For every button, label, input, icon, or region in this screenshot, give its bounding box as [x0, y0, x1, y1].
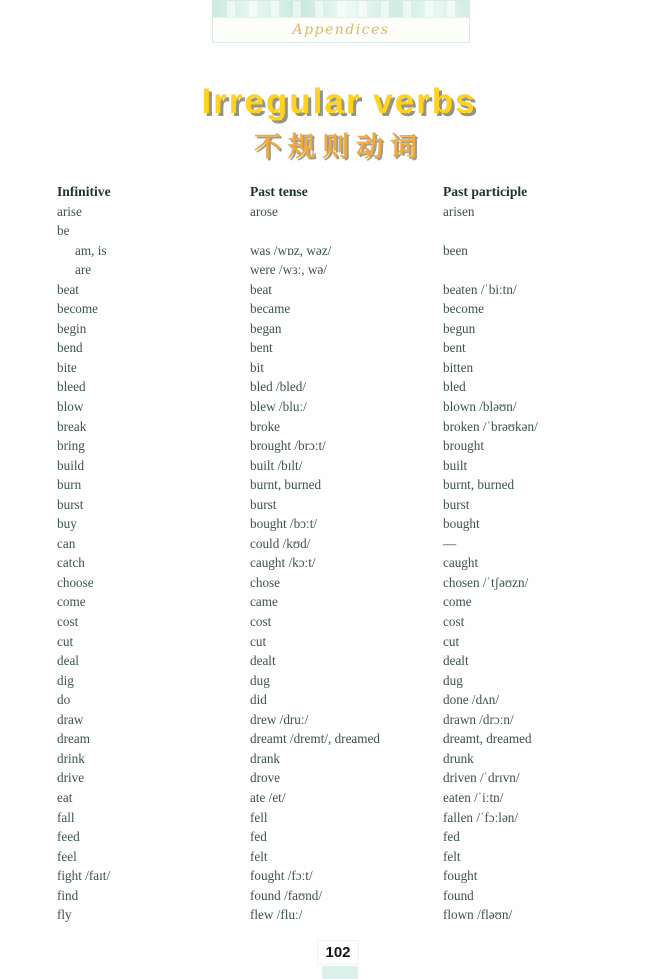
table-row — [57, 808, 623, 828]
table-row — [57, 886, 623, 906]
past-tense-cell: bent — [250, 340, 273, 356]
infinitive-cell: come — [57, 594, 86, 610]
infinitive-cell: begin — [57, 320, 87, 336]
infinitive-cell: cut — [57, 633, 74, 649]
table-row — [57, 553, 623, 573]
infinitive-cell: can — [57, 535, 76, 551]
past-tense-cell: felt — [250, 848, 268, 864]
past-participle-cell: bent — [443, 340, 466, 356]
past-tense-cell: flew /fluː/ — [250, 907, 303, 923]
infinitive-cell: become — [57, 301, 99, 317]
infinitive-cell: build — [57, 457, 85, 473]
infinitive-cell: deal — [57, 653, 79, 669]
past-participle-cell: dug — [443, 672, 463, 688]
infinitive-cell: eat — [57, 789, 73, 805]
infinitive-cell: bend — [57, 340, 83, 356]
past-participle-cell: — — [443, 535, 457, 551]
infinitive-cell: bleed — [57, 379, 86, 395]
page-title: Irregular verbs — [201, 82, 477, 121]
past-tense-cell: was /wɒz, wəz/ — [250, 242, 332, 258]
past-participle-cell: burnt, burned — [443, 477, 515, 493]
banner-label: Appendices — [292, 22, 390, 38]
table-row — [57, 592, 623, 612]
past-participle-cell: flown /fləʊn/ — [443, 907, 513, 923]
table-row — [57, 710, 623, 730]
past-participle-cell: bought — [443, 516, 480, 532]
infinitive-cell: beat — [57, 281, 79, 297]
table-row — [57, 417, 623, 437]
table-row — [57, 397, 623, 417]
infinitive-cell: are — [75, 262, 92, 278]
infinitive-cell: bring — [57, 438, 85, 454]
past-tense-cell: caught /kɔːt/ — [250, 555, 316, 571]
past-participle-cell: bled — [443, 379, 466, 395]
past-participle-cell: fallen /ˈfɔːlən/ — [443, 809, 519, 825]
past-tense-cell: dreamt /dremt/, dreamed — [250, 731, 380, 747]
past-participle-cell: brought — [443, 438, 485, 454]
past-participle-cell: done /dʌn/ — [443, 692, 500, 708]
past-tense-cell: drank — [250, 750, 281, 766]
infinitive-cell: drive — [57, 770, 85, 786]
table-row — [57, 651, 623, 671]
infinitive-cell: buy — [57, 516, 77, 532]
past-tense-cell: brought /brɔːt/ — [250, 438, 326, 454]
past-tense-cell: came — [250, 594, 278, 610]
past-tense-cell: fought /fɔːt/ — [250, 868, 313, 884]
infinitive-cell: arise — [57, 203, 82, 219]
past-tense-cell: bled /bled/ — [250, 379, 307, 395]
table-header-row — [57, 182, 623, 202]
table-row — [57, 202, 623, 222]
past-participle-cell: fought — [443, 868, 478, 884]
infinitive-cell: choose — [57, 574, 94, 590]
infinitive-cell: fight /faɪt/ — [57, 868, 111, 884]
past-participle-cell: found — [443, 887, 474, 903]
appendices-banner — [212, 0, 470, 43]
verbs-table-body — [57, 202, 623, 925]
table-row — [57, 573, 623, 593]
past-participle-cell — [443, 260, 623, 280]
infinitive-cell: catch — [57, 555, 85, 571]
header-past-participle: Past participle — [443, 184, 528, 199]
infinitive-cell: am, is — [75, 242, 107, 258]
infinitive-cell: break — [57, 418, 87, 434]
past-tense-cell: burnt, burned — [250, 477, 322, 493]
infinitive-cell: feel — [57, 848, 77, 864]
past-participle-cell: been — [443, 242, 468, 258]
past-tense-cell: found /faʊnd/ — [250, 887, 323, 903]
past-participle-cell — [443, 221, 623, 241]
infinitive-cell: blow — [57, 399, 84, 415]
past-tense-cell: dug — [250, 672, 270, 688]
past-tense-cell: became — [250, 301, 291, 317]
infinitive-cell: feed — [57, 829, 80, 845]
past-participle-cell: burst — [443, 496, 470, 512]
past-participle-cell: arisen — [443, 203, 475, 219]
table-row — [57, 729, 623, 749]
past-tense-cell: could /kʊd/ — [250, 535, 311, 551]
past-participle-cell: driven /ˈdrɪvn/ — [443, 770, 520, 786]
infinitive-cell: burn — [57, 477, 82, 493]
past-participle-cell: beaten /ˈbiːtn/ — [443, 281, 517, 297]
past-tense-cell: dealt — [250, 653, 276, 669]
table-row — [57, 319, 623, 339]
past-participle-cell: drawn /drɔːn/ — [443, 711, 514, 727]
infinitive-cell: be — [57, 223, 70, 239]
infinitive-cell: do — [57, 692, 71, 708]
past-tense-cell: ate /et/ — [250, 789, 286, 805]
past-tense-cell: burst — [250, 496, 277, 512]
past-tense-cell: fell — [250, 809, 268, 825]
table-row — [57, 221, 623, 241]
past-tense-cell: chose — [250, 574, 281, 590]
past-tense-cell: bought /bɔːt/ — [250, 516, 318, 532]
past-participle-cell: built — [443, 457, 468, 473]
table-row — [57, 377, 623, 397]
past-tense-cell: fed — [250, 829, 267, 845]
banner-label-area — [212, 17, 470, 43]
past-participle-cell: become — [443, 301, 485, 317]
past-participle-cell: felt — [443, 848, 461, 864]
header-past-tense: Past tense — [250, 184, 308, 199]
infinitive-cell: draw — [57, 711, 84, 727]
past-tense-cell: broke — [250, 418, 281, 434]
table-row — [57, 534, 623, 554]
past-tense-cell: bit — [250, 359, 264, 375]
header-infinitive: Infinitive — [57, 184, 111, 199]
table-row — [57, 847, 623, 867]
past-participle-cell: broken /ˈbrəʊkən/ — [443, 418, 538, 434]
table-row — [57, 280, 623, 300]
verbs-table — [57, 182, 623, 925]
past-participle-cell: caught — [443, 555, 479, 571]
table-row — [57, 612, 623, 632]
past-participle-cell: begun — [443, 320, 476, 336]
infinitive-cell: bite — [57, 359, 77, 375]
past-tense-cell: cost — [250, 614, 272, 630]
past-tense-cell: were /wɜː, wə/ — [250, 262, 327, 278]
table-row — [57, 905, 623, 925]
page-subtitle-chinese: 不规则动词 — [254, 132, 424, 162]
past-tense-cell: beat — [250, 281, 272, 297]
table-row — [57, 827, 623, 847]
infinitive-cell: dig — [57, 672, 74, 688]
past-tense-cell: drove — [250, 770, 281, 786]
infinitive-cell: cost — [57, 614, 79, 630]
past-tense-cell — [250, 221, 443, 241]
past-participle-cell: come — [443, 594, 472, 610]
past-participle-cell: dealt — [443, 653, 469, 669]
past-tense-cell: did — [250, 692, 267, 708]
infinitive-cell: drink — [57, 750, 85, 766]
table-row — [57, 671, 623, 691]
past-tense-cell: built /bɪlt/ — [250, 457, 303, 473]
infinitive-cell: burst — [57, 496, 84, 512]
table-row — [57, 690, 623, 710]
table-row — [57, 495, 623, 515]
past-tense-cell: blew /bluː/ — [250, 399, 307, 415]
past-participle-cell: drunk — [443, 750, 474, 766]
footer-teal-strip — [322, 966, 358, 979]
table-row — [57, 260, 623, 280]
past-participle-cell: blown /bləʊn/ — [443, 399, 517, 415]
infinitive-cell: fall — [57, 809, 75, 825]
banner-watercolor-art — [212, 0, 470, 17]
infinitive-cell: dream — [57, 731, 90, 747]
table-row — [57, 456, 623, 476]
table-row — [57, 475, 623, 495]
past-participle-cell: cut — [443, 633, 460, 649]
past-participle-cell: fed — [443, 829, 460, 845]
infinitive-cell: fly — [57, 907, 72, 923]
infinitive-cell: find — [57, 887, 79, 903]
past-participle-cell: dreamt, dreamed — [443, 731, 532, 747]
past-tense-cell: began — [250, 320, 282, 336]
past-participle-cell: cost — [443, 614, 465, 630]
table-row — [57, 514, 623, 534]
table-row — [57, 241, 623, 261]
page-number: 102 — [318, 941, 358, 964]
past-participle-cell: bitten — [443, 359, 474, 375]
table-row — [57, 299, 623, 319]
past-participle-cell: chosen /ˈtʃəʊzn/ — [443, 574, 529, 590]
past-tense-cell: drew /druː/ — [250, 711, 309, 727]
table-row — [57, 749, 623, 769]
table-row — [57, 338, 623, 358]
past-tense-cell: cut — [250, 633, 267, 649]
table-row — [57, 768, 623, 788]
table-row — [57, 788, 623, 808]
past-participle-cell: eaten /ˈiːtn/ — [443, 789, 504, 805]
table-row — [57, 632, 623, 652]
table-row — [57, 358, 623, 378]
table-row — [57, 436, 623, 456]
past-tense-cell: arose — [250, 203, 278, 219]
table-row — [57, 866, 623, 886]
